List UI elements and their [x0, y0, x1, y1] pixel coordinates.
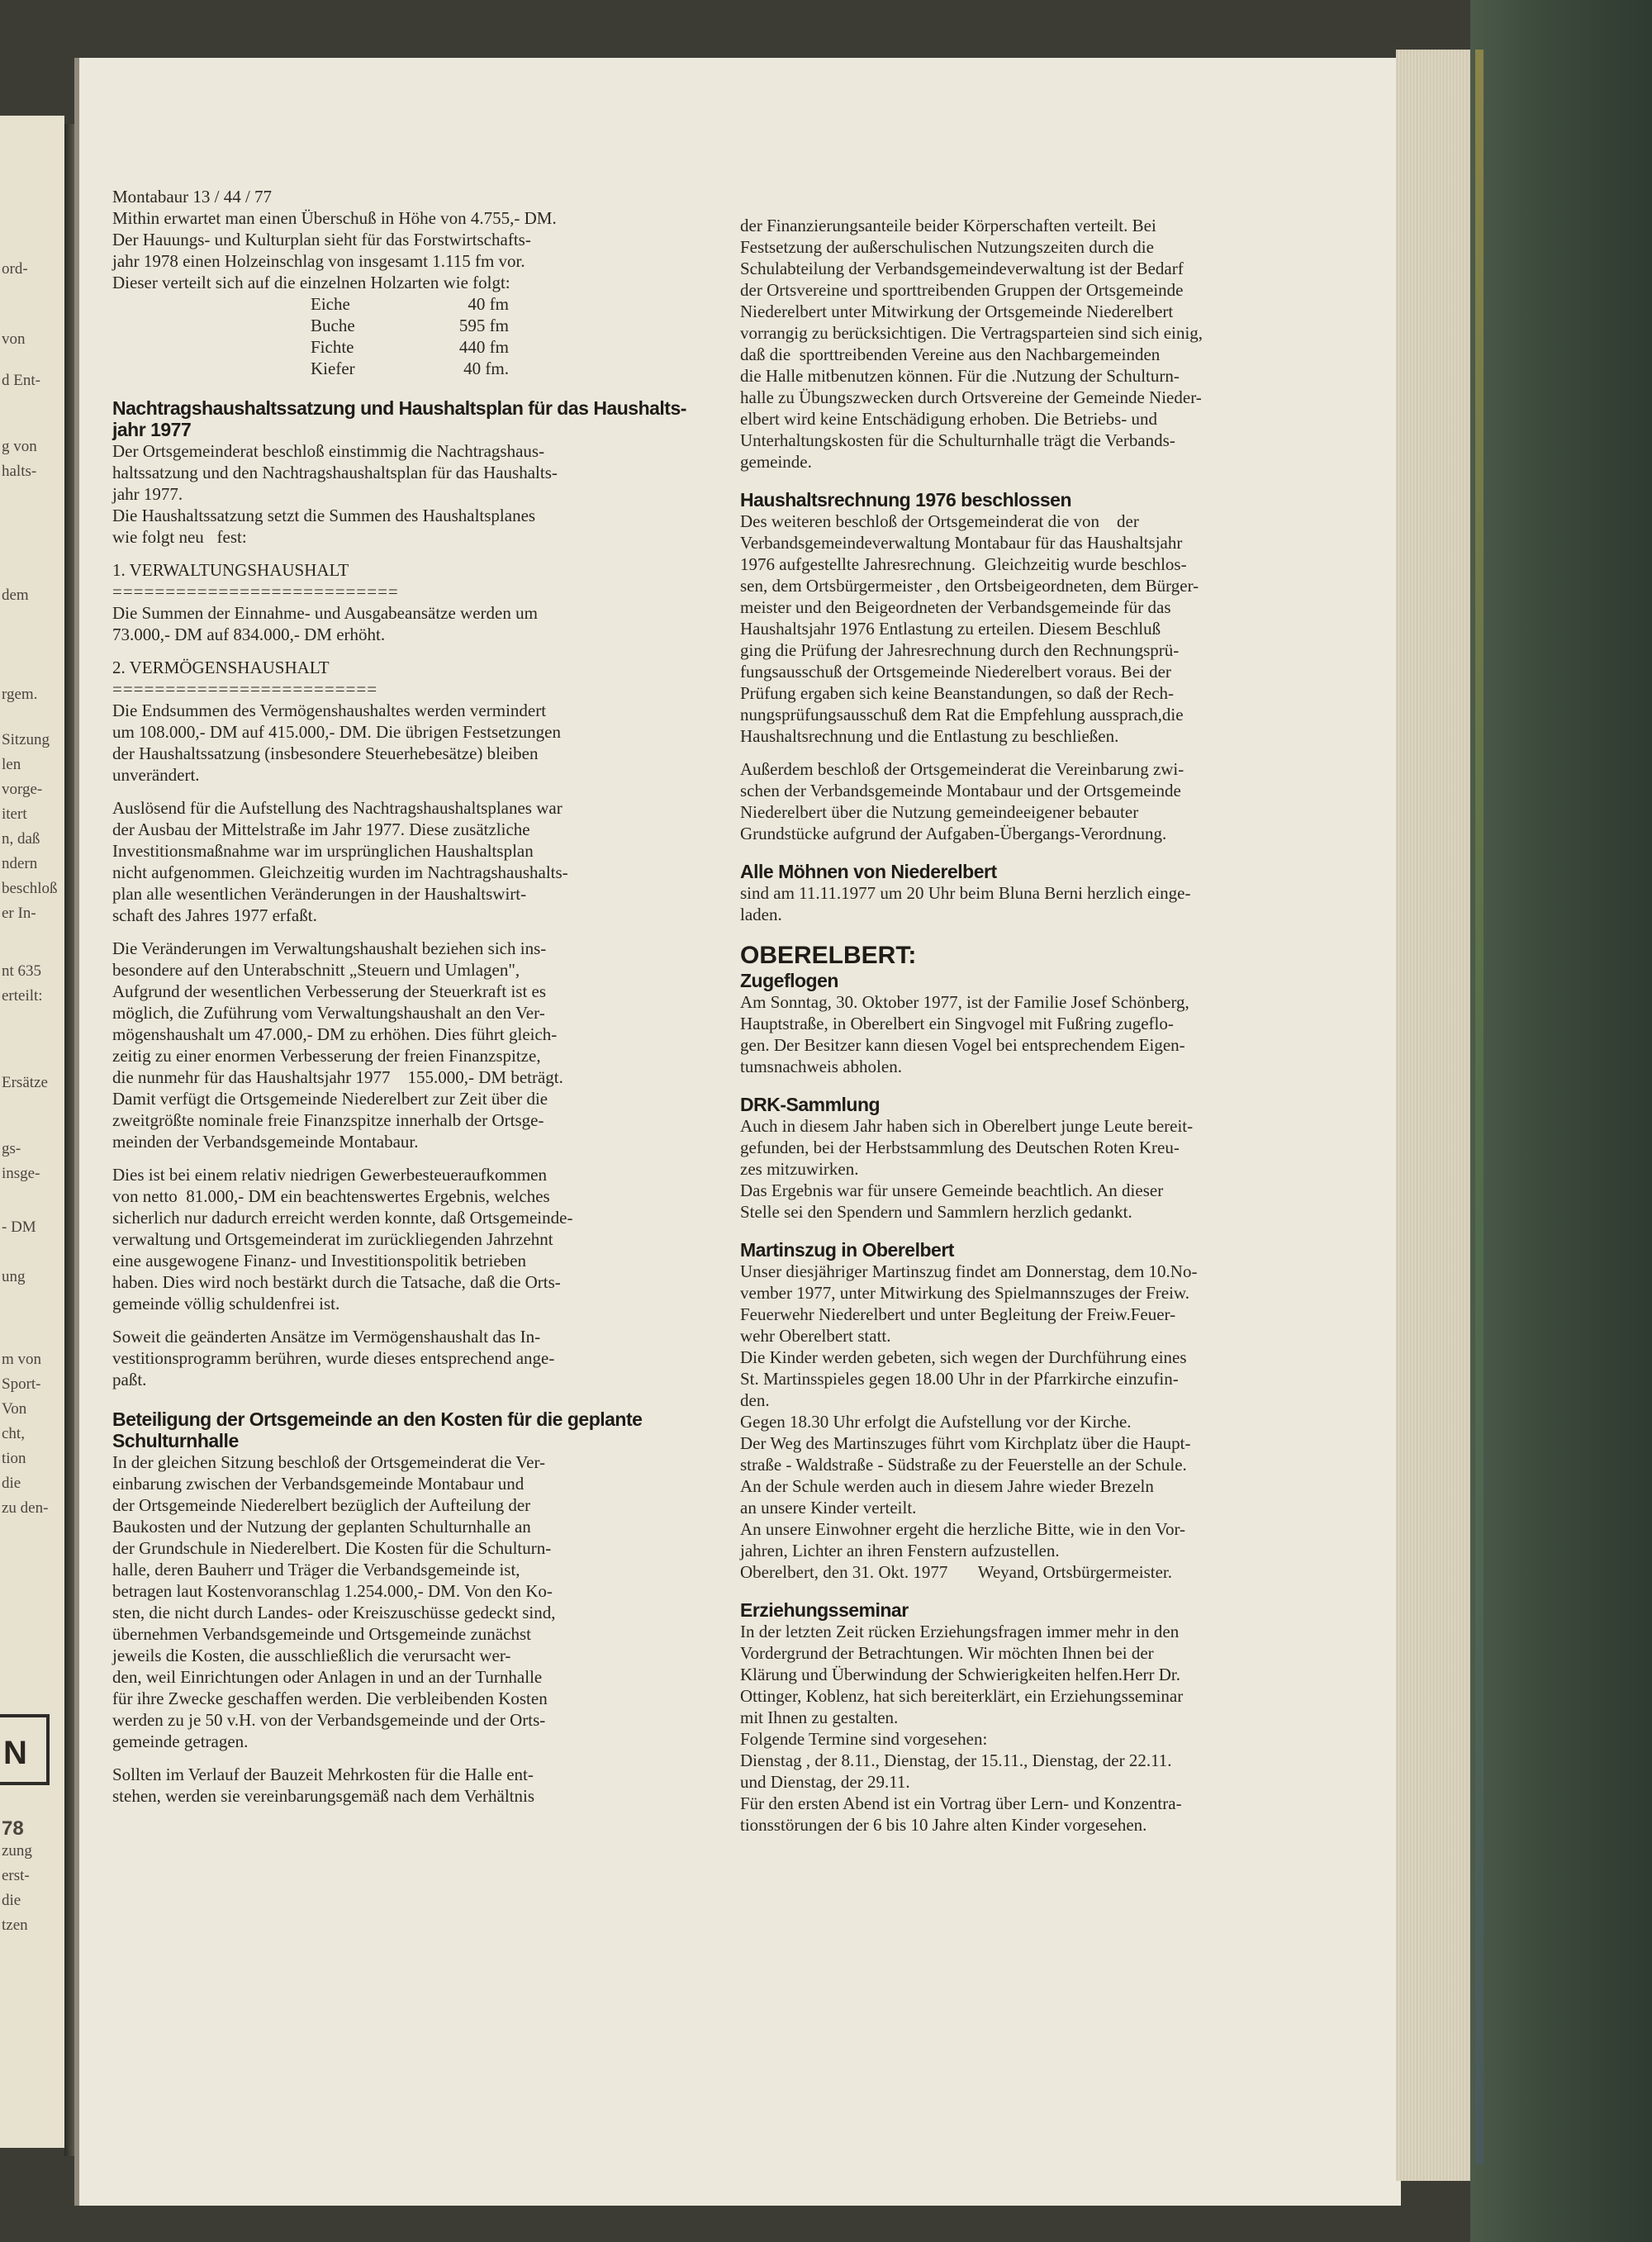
wood-name: Fichte	[311, 337, 354, 357]
text-line: Die Veränderungen im Verwaltungshaushalt beziehen sich ins-	[112, 938, 547, 958]
text-line: Schulturnhalle	[112, 1430, 239, 1451]
left-page-fragment: nt 635	[2, 962, 42, 980]
intro-paragraph	[112, 207, 757, 293]
text-line: gemeinde völlig schuldenfrei ist.	[112, 1294, 340, 1313]
text-line: werden zu je 50 v.H. von der Verbandsgemeinde und der Orts-	[112, 1710, 546, 1730]
text-line: paßt.	[112, 1370, 147, 1389]
text-line: vestitionsprogramm berühren, wurde dieses entsprechend ange-	[112, 1348, 555, 1368]
left-page-fragment: dem	[2, 587, 29, 604]
left-page-fragment: erteilt:	[2, 987, 43, 1005]
text-line: Beteiligung der Ortsgemeinde an den Kosten für die geplante	[112, 1408, 643, 1430]
left-page-fragment: tion	[2, 1450, 26, 1467]
text-line: Das Ergebnis war für unsere Gemeinde beachtlich. An dieser	[740, 1180, 1164, 1200]
text-line: Haushaltsjahr 1976 Entlastung zu erteilen. Diesem Beschluß	[740, 619, 1161, 639]
text-line: Der Ortsgemeinderat beschloß einstimmig die Nachtragshaus-	[112, 441, 545, 461]
left-page-fragment: vorge-	[2, 781, 43, 798]
left-page-fragment: Sport-	[2, 1375, 41, 1393]
text-line: In der gleichen Sitzung beschloß der Ortsgemeinderat die Ver-	[112, 1452, 546, 1472]
drk-heading: DRK-Sammlung	[740, 1094, 881, 1115]
text-line: 1976 aufgestellte Jahresrechnung. Gleichzeitig wurde beschlos-	[740, 554, 1187, 574]
vermoegenshaushalt-rule: =========================	[112, 679, 378, 699]
text-line: mögenshaushalt um 47.000,- DM zu erhöhen. Dies führt gleich-	[112, 1024, 558, 1044]
wood-volume: 40 fm.	[463, 359, 509, 378]
text-line: Niederelbert unter Mitwirkung der Ortsgemeinde Niederelbert	[740, 302, 1174, 321]
text-line: elbert wird keine Entschädigung erhoben. Die Betriebs- und	[740, 409, 1158, 429]
ausloesend-paragraph	[112, 797, 757, 926]
wood-table-row	[311, 358, 509, 379]
text-line: Des weiteren beschloß der Ortsgemeinderat die von der	[740, 511, 1139, 531]
left-page-fragment: von	[2, 330, 26, 348]
text-line: der Haushaltssatzung (insbesondere Steuerhebesätze) bleiben	[112, 743, 539, 763]
text-line: Auslösend für die Aufstellung des Nachtragshaushaltsplanes war	[112, 798, 563, 818]
beteiligung-paragraph	[112, 1451, 757, 1752]
left-page-fragment: 78	[2, 1817, 24, 1840]
text-line: Sollten im Verlauf der Bauzeit Mehrkosten für die Halle ent-	[112, 1765, 534, 1784]
nachtrag-paragraph-2	[112, 505, 757, 548]
left-page-fragment: halts-	[2, 463, 37, 480]
gewerbesteuer-paragraph	[112, 1164, 757, 1314]
text-line: Auch in diesem Jahr haben sich in Oberelbert junge Leute bereit-	[740, 1116, 1194, 1136]
wood-table	[311, 293, 509, 379]
wood-volume: 440 fm	[458, 337, 509, 357]
text-line: straße - Waldstraße - Südstraße zu der Feuerstelle an der Schule.	[740, 1455, 1187, 1475]
text-line: Verbandsgemeindeverwaltung Montabaur für das Haushaltsjahr	[740, 533, 1183, 553]
text-line: an unsere Kinder verteilt.	[740, 1498, 917, 1518]
left-page-fragment: m von	[2, 1351, 42, 1368]
nachtrag-paragraph-1	[112, 440, 757, 505]
main-page	[74, 58, 1401, 2206]
left-page-fragment: d Ent-	[2, 372, 40, 389]
text-line: der Ausbau der Mittelstraße im Jahr 1977. Diese zusätzliche	[112, 819, 530, 839]
left-page-fragment: ndern	[2, 855, 38, 872]
text-line: Oberelbert, den 31. Okt. 1977 Weyand, Ortsbürgermeister.	[740, 1562, 1173, 1582]
turnhalle-continuation	[740, 215, 1393, 473]
wood-table-row	[311, 336, 509, 358]
text-line: Dies ist bei einem relativ niedrigen Gewerbesteueraufkommen	[112, 1165, 547, 1185]
text-line: besondere auf den Unterabschnitt „Steuern und Umlagen",	[112, 960, 520, 980]
text-line: übernehmen Verbandsgemeinde und Ortsgemeinde zunächst	[112, 1624, 531, 1644]
left-page-fragment: n, daß	[2, 830, 40, 848]
vermoegenshaushalt-text	[112, 700, 757, 786]
left-column	[112, 186, 757, 1807]
text-line: sen, dem Ortsbürgermeister , den Ortsbeigeordneten, dem Bürger-	[740, 576, 1199, 596]
text-line: Damit verfügt die Ortsgemeinde Niederelbert zur Zeit über die	[112, 1089, 548, 1109]
text-line: gefunden, bei der Herbstsammlung des Deutschen Roten Kreu-	[740, 1138, 1180, 1157]
text-line: der Ortsgemeinde Niederelbert bezüglich der Aufteilung der	[112, 1495, 531, 1515]
erziehungsseminar-paragraph	[740, 1621, 1393, 1836]
right-column	[740, 215, 1393, 1836]
text-line: Die Summen der Einnahme- und Ausgabeansätze werden um	[112, 603, 538, 623]
text-line: Dienstag , der 8.11., Dienstag, der 15.11., Dienstag, der 22.11.	[740, 1750, 1172, 1770]
text-line: Schulabteilung der Verbandsgemeindeverwaltung ist der Bedarf	[740, 259, 1184, 278]
left-page-fragment: zu den-	[2, 1499, 49, 1517]
text-line: Ottinger, Koblenz, hat sich bereiterklärt, ein Erziehungsseminar	[740, 1686, 1184, 1706]
text-line: Festsetzung der außerschulischen Nutzungszeiten durch die	[740, 237, 1154, 257]
oberelbert-heading: OBERELBERT:	[740, 942, 917, 969]
text-line: daß die sporttreibenden Vereine aus den Nachbargemeinden	[740, 344, 1161, 364]
wood-table-row	[311, 293, 509, 315]
text-line: Die Endsummen des Vermögenshaushaltes werden vermindert	[112, 701, 547, 720]
text-line: Aufgrund der wesentlichen Verbesserung der Steuerkraft ist es	[112, 981, 547, 1001]
text-line: sten, die nicht durch Landes- oder Kreiszuschüsse gedeckt sind,	[112, 1603, 556, 1622]
left-page-fragment: Ersätze	[2, 1074, 48, 1091]
drk-paragraph	[740, 1115, 1393, 1223]
ausserdem-paragraph	[740, 758, 1393, 844]
text-line: meister und den Beigeordneten der Verbandsgemeinde für das	[740, 597, 1171, 617]
text-line: vorrangig zu berücksichtigen. Die Vertragsparteien sind sich einig,	[740, 323, 1203, 343]
text-line: eine ausgewogene Finanz- und Investitionspolitik betrieben	[112, 1251, 526, 1271]
left-page-boxed-letter: N	[0, 1714, 50, 1785]
text-line: tumsnachweis abholen.	[740, 1057, 902, 1076]
text-line: und Dienstag, der 29.11.	[740, 1772, 910, 1792]
text-line: haltssatzung und den Nachtragshaushaltsplan für das Haushalts-	[112, 463, 558, 482]
text-line: zeitig zu einer enormen Verbesserung der freien Finanzspitze,	[112, 1046, 541, 1066]
left-page-fragment: zung	[2, 1842, 32, 1860]
text-line: plan alle wesentlichen Veränderungen in der Haushaltswirt-	[112, 884, 527, 904]
text-line: jeweils die Kosten, die ausschließlich die verursacht wer-	[112, 1646, 511, 1665]
text-line: In der letzten Zeit rücken Erziehungsfragen immer mehr in den	[740, 1622, 1180, 1641]
text-line: Unterhaltungskosten für die Schulturnhalle trägt die Verbands-	[740, 430, 1175, 450]
left-page-fragment: rgem.	[2, 686, 38, 703]
wood-table-row	[311, 315, 509, 336]
left-page-fragment: erst-	[2, 1867, 30, 1884]
left-page-edge	[0, 116, 64, 2148]
left-page-fragment: die	[2, 1475, 21, 1492]
text-line: möglich, die Zuführung vom Verwaltungshaushalt an den Ver-	[112, 1003, 545, 1023]
left-page-fragment: tzen	[2, 1917, 28, 1934]
wood-volume: 40 fm	[468, 294, 509, 314]
text-line: Klärung und Überwindung der Schwierigkeiten helfen.Herr Dr.	[740, 1665, 1181, 1684]
nachtrag-heading	[112, 397, 757, 440]
text-line: nicht aufgenommen. Gleichzeitig wurden im Nachtragshaushalts-	[112, 862, 568, 882]
text-line: halle, deren Bauherr und Träger die Verbandsgemeinde ist,	[112, 1560, 520, 1579]
text-line: der Finanzierungsanteile beider Körperschaften verteilt. Bei	[740, 216, 1156, 235]
verwaltungshaushalt-rule: ===========================	[112, 582, 399, 601]
text-line: wie folgt neu fest:	[112, 527, 247, 547]
text-line: Gegen 18.30 Uhr erfolgt die Aufstellung vor der Kirche.	[740, 1412, 1132, 1432]
veraenderungen-paragraph	[112, 938, 757, 1152]
text-line: Unser diesjähriger Martinszug findet am Donnerstag, dem 10.No-	[740, 1261, 1198, 1281]
text-line: St. Martinsspieles gegen 18.00 Uhr in der Pfarrkirche einzufin-	[740, 1369, 1179, 1389]
text-line: Prüfung ergaben sich keine Beanstandungen, so daß der Rech-	[740, 683, 1175, 703]
text-line: wehr Oberelbert statt.	[740, 1326, 891, 1346]
text-line: gen. Der Besitzer kann diesen Vogel bei entsprechendem Eigen-	[740, 1035, 1185, 1055]
text-line: die nunmehr für das Haushaltsjahr 1977 155.000,- DM beträgt.	[112, 1067, 563, 1087]
text-line: An unsere Einwohner ergeht die herzliche Bitte, wie in den Vor-	[740, 1519, 1186, 1539]
moehnen-paragraph	[740, 882, 1393, 925]
text-line: einbarung zwischen der Verbandsgemeinde Montabaur und	[112, 1474, 525, 1494]
zugeflogen-paragraph	[740, 991, 1393, 1077]
text-line: 73.000,- DM auf 834.000,- DM erhöht.	[112, 625, 386, 644]
text-line: den.	[740, 1390, 770, 1410]
erziehungsseminar-heading: Erziehungsseminar	[740, 1599, 909, 1621]
left-page-fragment: gs-	[2, 1140, 21, 1157]
text-line: meinden der Verbandsgemeinde Montabaur.	[112, 1132, 419, 1152]
beteiligung-heading	[112, 1408, 757, 1451]
text-line: der Grundschule in Niederelbert. Die Kosten für die Schulturn-	[112, 1538, 552, 1558]
text-line: Haushaltsrechnung und die Entlastung zu beschließen.	[740, 726, 1119, 746]
page-stack-edges	[1396, 50, 1470, 2181]
zugeflogen-heading: Zugeflogen	[740, 970, 838, 991]
moehnen-heading: Alle Möhnen von Niederelbert	[740, 861, 997, 882]
sollten-paragraph	[112, 1764, 757, 1807]
martinszug-heading: Martinszug in Oberelbert	[740, 1239, 954, 1261]
text-line: sind am 11.11.1977 um 20 Uhr beim Bluna Berni herzlich einge-	[740, 883, 1191, 903]
text-line: fungsausschuß der Ortsgemeinde Niederelbert voraus. Bei der	[740, 662, 1171, 682]
text-line: zweitgrößte nominale freie Finanzspitze innerhalb der Ortsge-	[112, 1110, 544, 1130]
text-line: nungsprüfungsausschuß dem Rat die Empfehlung aussprach,die	[740, 705, 1184, 724]
text-line: von netto 81.000,- DM ein beachtenswertes Ergebnis, welches	[112, 1186, 550, 1206]
text-line: für ihre Zwecke geschaffen werden. Die verbleibenden Kosten	[112, 1689, 548, 1708]
soweit-paragraph	[112, 1326, 757, 1390]
text-line: Der Hauungs- und Kulturplan sieht für das Forstwirtschafts-	[112, 230, 531, 249]
wood-name: Kiefer	[311, 359, 355, 378]
text-line: Für den ersten Abend ist ein Vortrag über Lern- und Konzentra-	[740, 1793, 1182, 1813]
left-page-fragment: Sitzung	[2, 731, 50, 748]
left-page-fragment: g von	[2, 438, 37, 455]
text-line: stehen, werden sie vereinbarungsgemäß nach dem Verhältnis	[112, 1786, 535, 1806]
text-line: die Halle mitbenutzen können. Für die .Nutzung der Schulturn-	[740, 366, 1180, 386]
cover-edge-stripe	[1475, 50, 1483, 2164]
text-line: verwaltung und Ortsgemeinderat im zurückliegenden Jahrzehnt	[112, 1229, 553, 1249]
left-page-fragment: Von	[2, 1400, 27, 1418]
left-page-fragment: ung	[2, 1268, 26, 1285]
text-line: laden.	[740, 905, 782, 924]
wood-name: Buche	[311, 316, 355, 335]
text-line: haben. Dies wird noch bestärkt durch die Tatsache, daß die Orts-	[112, 1272, 561, 1292]
text-line: Mithin erwartet man einen Überschuß in Höhe von 4.755,- DM.	[112, 208, 557, 228]
text-line: Vordergrund der Betrachtungen. Wir möchten Ihnen bei der	[740, 1643, 1154, 1663]
text-line: zes mitzuwirken.	[740, 1159, 859, 1179]
left-page-fragment: die	[2, 1892, 21, 1909]
text-line: gemeinde getragen.	[112, 1731, 249, 1751]
book-cover-spine	[1470, 0, 1652, 2242]
left-page-fragment: cht,	[2, 1425, 25, 1442]
wood-name: Eiche	[311, 294, 350, 314]
haushaltsrechnung-heading: Haushaltsrechnung 1976 beschlossen	[740, 489, 1071, 511]
page-header-line: Montabaur 13 / 44 / 77	[112, 187, 273, 207]
text-line: jahr 1977	[112, 419, 192, 440]
text-line: schaft des Jahres 1977 erfaßt.	[112, 905, 317, 925]
haushaltsrechnung-paragraph	[740, 511, 1393, 747]
text-line: An der Schule werden auch in diesem Jahre wieder Brezeln	[740, 1476, 1154, 1496]
text-line: jahr 1978 einen Holzeinschlag von insgesamt 1.115 fm vor.	[112, 251, 525, 271]
text-line: Baukosten und der Nutzung der geplanten Schulturnhalle an	[112, 1517, 531, 1537]
left-page-fragment: beschloß	[2, 880, 58, 897]
text-line: Nachtragshaushaltssatzung und Haushaltsplan für das Haushalts-	[112, 397, 686, 419]
text-line: Die Haushaltssatzung setzt die Summen des Haushaltsplanes	[112, 506, 536, 525]
left-page-fragment: - DM	[2, 1218, 36, 1236]
text-line: jahren, Lichter an ihren Fenstern aufzustellen.	[740, 1541, 1060, 1560]
text-line: vember 1977, unter Mitwirkung des Spielmannszuges der Freiw.	[740, 1283, 1189, 1303]
text-line: Investitionsmaßnahme war im ursprünglichen Haushaltsplan	[112, 841, 534, 861]
text-line: halle zu Übungszwecken durch Ortsvereine der Gemeinde Nieder-	[740, 387, 1202, 407]
text-line: tionsstörungen der 6 bis 10 Jahre alten Kinder vorgesehen.	[740, 1815, 1147, 1835]
vermoegenshaushalt-title: 2. VERMÖGENSHAUSHALT	[112, 658, 330, 677]
text-line: der Ortsvereine und sporttreibenden Gruppen der Ortsgemeinde	[740, 280, 1184, 300]
text-line: unverändert.	[112, 765, 200, 785]
text-line: um 108.000,- DM auf 415.000,- DM. Die übrigen Festsetzungen	[112, 722, 562, 742]
text-line: Hauptstraße, in Oberelbert ein Singvogel mit Fußring zugeflo-	[740, 1014, 1174, 1033]
text-line: Stelle sei den Spendern und Sammlern herzlich gedankt.	[740, 1202, 1132, 1222]
wood-volume: 595 fm	[458, 316, 509, 335]
text-line: den, weil Einrichtungen oder Anlagen in und an der Turnhalle	[112, 1667, 543, 1687]
text-line: Grundstücke aufgrund der Aufgaben-Übergangs-Verordnung.	[740, 824, 1167, 843]
verwaltungshaushalt-title: 1. VERWALTUNGSHAUSHALT	[112, 560, 349, 580]
text-line: Die Kinder werden gebeten, sich wegen der Durchführung eines	[740, 1347, 1187, 1367]
text-line: Feuerwehr Niederelbert und unter Begleitung der Freiw.Feuer-	[740, 1304, 1176, 1324]
text-line: ging die Prüfung der Jahresrechnung durch den Rechnungsprü-	[740, 640, 1180, 660]
text-line: Folgende Termine sind vorgesehen:	[740, 1729, 988, 1749]
text-line: schen der Verbandsgemeinde Montabaur und der Ortsgemeinde	[740, 781, 1181, 800]
text-line: betragen laut Kostenvoranschlag 1.254.000,- DM. Von den Ko-	[112, 1581, 553, 1601]
left-page-fragment: insge-	[2, 1165, 40, 1182]
text-line: Außerdem beschloß der Ortsgemeinderat die Vereinbarung zwi-	[740, 759, 1184, 779]
left-page-fragment: itert	[2, 805, 27, 823]
left-page-fragment: len	[2, 756, 21, 773]
martinszug-paragraph	[740, 1261, 1393, 1583]
text-line: Niederelbert über die Nutzung gemeindeeigener bebauter	[740, 802, 1139, 822]
text-line: sicherlich nur dadurch erreicht werden konnte, daß Ortsgemeinde-	[112, 1208, 573, 1228]
text-line: gemeinde.	[740, 452, 812, 472]
text-line: mit Ihnen zu gestalten.	[740, 1708, 899, 1727]
text-line: Am Sonntag, 30. Oktober 1977, ist der Familie Josef Schönberg,	[740, 992, 1189, 1012]
text-line: Der Weg des Martinszuges führt vom Kirchplatz über die Haupt-	[740, 1433, 1191, 1453]
text-line: jahr 1977.	[112, 484, 183, 504]
left-page-fragment: er In-	[2, 905, 36, 922]
text-line: Soweit die geänderten Ansätze im Vermögenshaushalt das In-	[112, 1327, 541, 1347]
left-page-fragment: ord-	[2, 260, 28, 278]
verwaltungshaushalt-text	[112, 602, 757, 645]
text-line: Dieser verteilt sich auf die einzelnen Holzarten wie folgt:	[112, 273, 510, 292]
